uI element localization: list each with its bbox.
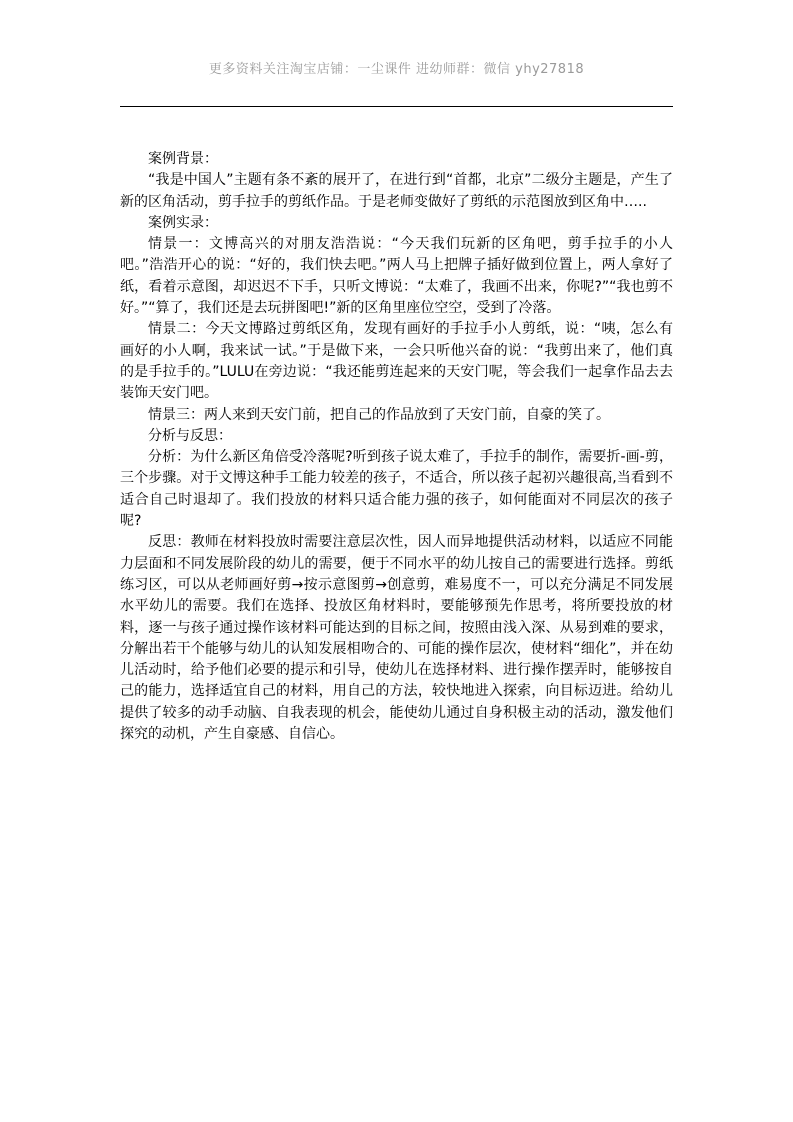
section-heading-background: 案例背景： bbox=[148, 151, 218, 167]
paragraph-background: “我是中国人”主题有条不紊的展开了，在进行到“首都，北京”二级分主题是，产生了新的区角活动，剪手拉手的剪纸作品。于是老师变做好了剪纸的示范图放到区角中….. bbox=[120, 172, 673, 210]
paragraph-scene-2: 情景二：今天文博路过剪纸区角，发现有画好的手拉手小人剪纸，说：“咦，怎么有画好的小人啊，我来试一试。”于是做下来，一会只听他兴奋的说：“我剪出来了，他们真的是手拉手的。”LULU在旁边说：“我还能剪连起来的天安门呢，等会我们一起拿作品去去装饰天安门吧。 bbox=[120, 321, 673, 402]
document-body bbox=[120, 149, 673, 745]
paragraph-reflection: 反思：教师在材料投放时需要注意层次性，因人而异地提供活动材料，以适应不同能力层面和不同发展阶段的幼儿的需要，便于不同水平的幼儿按自己的需要进行选择。剪纸练习区，可以从老师画好剪→按示意图剪→创意剪，难易度不一，可以充分满足不同发展水平幼儿的需要。我们在选择、投放区角材料时，要能够预先作思考，将所要投放的材料，逐一与孩子通过操作该材料可能达到的目标之间，按照由浅入深、从易到难的要求，分解出若干个能够与幼儿的认知发展相吻合的、可能的操作层次，使材料“细化”，并在幼儿活动时，给予他们必要的提示和引导，使幼儿在选择材料、进行操作摆弄时，能够按自己的能力，选择适宜自己的材料，用自己的方法，较快地进入探索，向目标迈进。给幼儿提供了较多的动手动脑、自我表现的机会，能使幼儿通过自身积极主动的活动，激发他们探究的动机，产生自豪感、自信心。 bbox=[120, 534, 673, 743]
header-divider bbox=[120, 106, 673, 107]
paragraph-analysis: 分析：为什么新区角倍受冷落呢?听到孩子说太难了，手拉手的制作，需要折-画-剪，三个步骤。对于文博这种手工能力较差的孩子，不适合，所以孩子起初兴趣很高,当看到不适合自己时退却了。我们投放的材料只适合能力强的孩子，如何能面对不同层次的孩子呢? bbox=[120, 449, 673, 530]
page-header: 更多资料关注淘宝店铺：一尘课件 进幼师群：微信 yhy27818 bbox=[208, 62, 585, 77]
section-heading-analysis: 分析与反思： bbox=[148, 427, 232, 444]
paragraph-scene-3: 情景三：两人来到天安门前，把自己的作品放到了天安门前，自豪的笑了。 bbox=[148, 406, 610, 423]
paragraph-scene-1: 情景一：文博高兴的对朋友浩浩说：“今天我们玩新的区角吧，剪手拉手的小人吧。”浩浩开心的说：“好的，我们快去吧。”两人马上把牌子插好做到位置上，两人拿好了纸，看着示意图，却迟迟不下手，只听文博说：“太难了，我画不出来，你呢?”“我也剪不好。”“算了，我们还是去玩拼图吧!”新的区角里座位空空，受到了冷落。 bbox=[120, 236, 673, 317]
section-heading-record: 案例实录： bbox=[148, 214, 218, 231]
